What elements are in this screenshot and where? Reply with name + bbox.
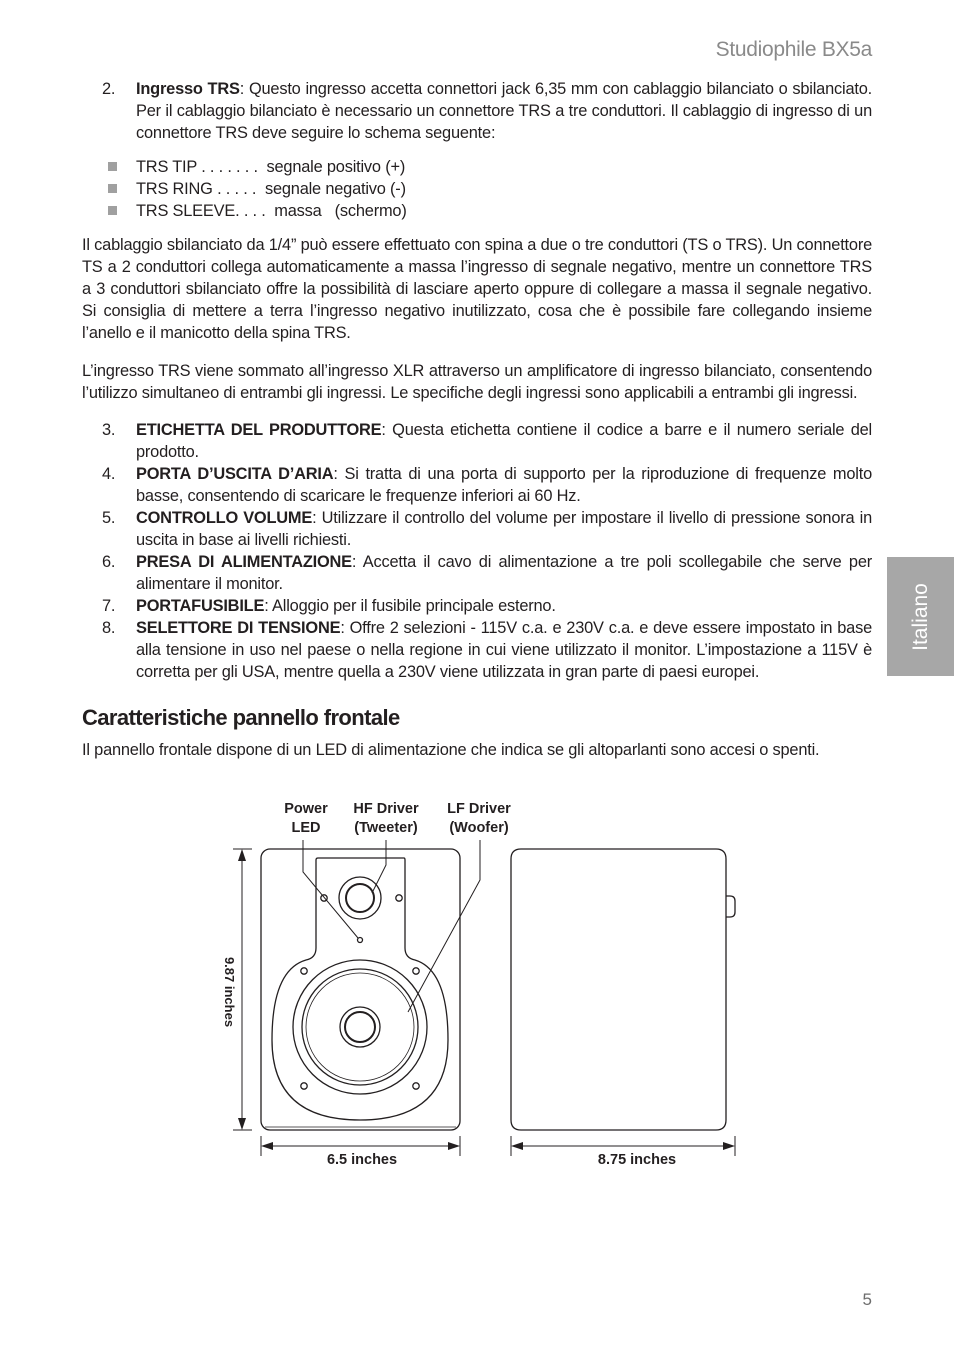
- screw-icon: [301, 968, 307, 974]
- square-bullet-icon: [108, 162, 117, 171]
- arrowhead-icon: [511, 1142, 523, 1150]
- side-cabinet-port: [726, 896, 735, 917]
- list-item-number: 2.: [102, 80, 116, 98]
- numbered-list: [82, 419, 872, 683]
- bullet-text: TRS TIP . . . . . . . segnale positivo (+): [136, 158, 406, 176]
- list-item-label: SELETTORE DI TENSIONE: [136, 619, 341, 637]
- paragraph: L’ingresso TRS viene sommato all’ingresso XLR attraverso un amplificatore di ingresso bilanciato, consentendo l’utilizzo simultaneo di entrambi gli ingressi. Le specifiche degli ingressi sono applicabili a entrambi gli ingressi.: [82, 362, 872, 402]
- list-item: [82, 617, 872, 683]
- width-label: 6.5 inches: [326, 1152, 398, 1168]
- list-item: [82, 595, 872, 617]
- list-item-number: 3.: [102, 421, 116, 439]
- language-tab: [887, 557, 954, 676]
- woofer-surround-inner: [302, 969, 418, 1085]
- list-item-number: 6.: [102, 553, 116, 571]
- list-item: [82, 507, 872, 551]
- list-item-text: : Questo ingresso accetta connettori jack 6,35 mm con cablaggio bilanciato o sbilanciato. Per il cablaggio bilanciato è necessario un connettore TRS a tre conduttori. Il cablaggio di ingresso di un connettore TRS deve seguire lo schema seguente:: [136, 80, 872, 142]
- screw-icon: [413, 968, 419, 974]
- list-item-text: : Si tratta di una porta di supporto per la riproduzione di frequenze molto basse, consentendo di scaricare le frequenze inferiori ai 60 Hz.: [136, 465, 872, 505]
- section-heading: Caratteristiche pannello frontale: [82, 705, 400, 730]
- speaker-diagram: [200, 795, 760, 1175]
- list-item: [82, 78, 872, 144]
- list-item-number: 8.: [102, 619, 116, 637]
- bullet-list: [82, 156, 872, 222]
- power-led: [358, 938, 363, 943]
- height-label: 9.87 inches: [222, 956, 237, 1028]
- list-item-label: Ingresso TRS: [136, 80, 240, 98]
- list-item-text: : Accetta il cavo di alimentazione a tre poli scollegabile che serve per alimentare il monitor.: [136, 553, 872, 593]
- tweeter-dome: [346, 884, 374, 912]
- hf-driver-label: HF Driver: [353, 801, 419, 817]
- list-item-number: 4.: [102, 465, 116, 483]
- arrowhead-icon: [448, 1142, 460, 1150]
- section-intro: Il pannello frontale dispone di un LED di alimentazione che indica se gli altoparlanti sono accesi o spenti.: [82, 741, 820, 759]
- bullet-item: [82, 156, 872, 178]
- bullet-item: [82, 200, 872, 222]
- front-cabinet: [261, 849, 460, 1130]
- arrowhead-icon: [723, 1142, 735, 1150]
- arrowhead-icon: [238, 849, 246, 861]
- power-led-label: LED: [291, 820, 321, 836]
- bullet-text: TRS RING . . . . . segnale negativo (-): [136, 180, 406, 198]
- hf-driver-label: (Tweeter): [354, 820, 418, 836]
- screw-icon: [413, 1083, 419, 1089]
- square-bullet-icon: [108, 184, 117, 193]
- list-item-label: CONTROLLO VOLUME: [136, 509, 313, 527]
- screw-icon: [396, 895, 402, 901]
- power-led-label: Power: [284, 801, 328, 817]
- paragraph: Il cablaggio sbilanciato da 1/4” può essere effettuato con spina a due o tre conduttori (TS o TRS). Un connettore TS a 2 conduttori collega automaticamente a massa l’ingresso di segnale negativo, mentre un connettore TRS a 3 conduttori sbilanciato offre la possibilità di lasciare aperto oppure di collegare a massa il segnale negativo. Si consiglia di mettere a terra l’ingresso negativo inutilizzato, cosa che è possibile fare collegando insieme l’anello e il manicotto della spina TRS.: [82, 236, 872, 342]
- woofer-dust-cap: [345, 1012, 375, 1042]
- list-item-label: PRESA DI ALIMENTAZIONE: [136, 553, 352, 571]
- header-title: Studiophile BX5a: [715, 38, 872, 61]
- list-item-label: ETICHETTA DEL PRODUTTORE: [136, 421, 382, 439]
- arrowhead-icon: [238, 1118, 246, 1130]
- woofer-surround-outer: [293, 960, 427, 1094]
- page-content: [82, 78, 872, 761]
- woofer-cone: [306, 973, 414, 1081]
- bullet-text: TRS SLEEVE. . . . massa (schermo): [136, 202, 407, 220]
- depth-label: 8.75 inches: [597, 1152, 677, 1168]
- lf-driver-label: (Woofer): [449, 820, 509, 836]
- bullet-item: [82, 178, 872, 200]
- list-item: [82, 463, 872, 507]
- list-item-label: PORTA D’USCITA D’ARIA: [136, 465, 334, 483]
- list-item-text: : Offre 2 selezioni - 115V c.a. e 230V c.a. e deve essere impostato in base alla tensione in uso nel paese o nella regione in cui viene utilizzato il monitor. L’impostazione a 115V è corretta per gli USA, mentre quella a 230V viene utilizzata in gran parte di paesi europei.: [136, 619, 873, 681]
- list-item-number: 5.: [102, 509, 116, 527]
- list-item: [82, 551, 872, 595]
- lf-driver-leader-line: [408, 840, 480, 1012]
- list-item-text: : Questa etichetta contiene il codice a barre e il numero seriale del prodotto.: [136, 421, 872, 461]
- list-item-text: : Alloggio per il fusibile principale esterno.: [264, 597, 556, 615]
- square-bullet-icon: [108, 206, 117, 215]
- screw-icon: [301, 1083, 307, 1089]
- list-item-number: 7.: [102, 597, 116, 615]
- arrowhead-icon: [261, 1142, 273, 1150]
- lf-driver-label: LF Driver: [447, 801, 511, 817]
- side-cabinet: [511, 849, 726, 1130]
- page-number: 5: [862, 1290, 872, 1309]
- list-item-label: PORTAFUSIBILE: [136, 597, 265, 615]
- hf-driver-leader-line: [372, 840, 386, 893]
- language-tab-label: Italiano: [908, 582, 932, 651]
- list-item: [82, 419, 872, 463]
- list-item-text: : Utilizzare il controllo del volume per impostare il livello di pressione sonora in uscita in base ai livelli richiesti.: [136, 509, 872, 549]
- speaker-diagram-svg: [200, 795, 760, 1175]
